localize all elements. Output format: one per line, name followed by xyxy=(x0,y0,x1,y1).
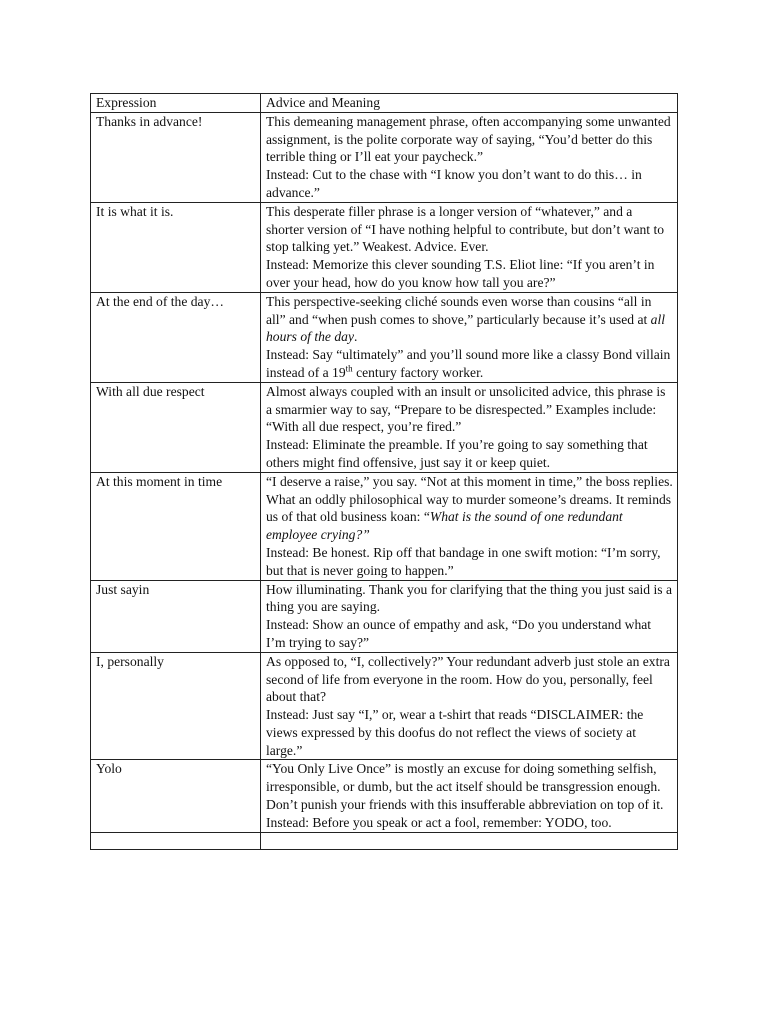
table-row xyxy=(91,580,678,652)
expression-cell: At this moment in time xyxy=(91,472,261,580)
expressions-table xyxy=(90,93,678,850)
expression-cell: Thanks in advance! xyxy=(91,112,261,202)
advice-cell xyxy=(261,202,678,292)
meaning-paragraph xyxy=(266,203,673,256)
instead-paragraph xyxy=(266,616,673,652)
text-run: Instead: Show an ounce of empathy and ask, “Do you understand what I’m trying to say?” xyxy=(266,617,652,650)
instead-paragraph xyxy=(266,256,673,292)
meaning-paragraph xyxy=(266,383,673,436)
table-body xyxy=(91,94,678,850)
table-row xyxy=(91,202,678,292)
advice-cell xyxy=(261,580,678,652)
table-row xyxy=(91,760,678,832)
advice-cell xyxy=(261,472,678,580)
instead-paragraph xyxy=(266,436,673,472)
expression-cell: At the end of the day… xyxy=(91,292,261,382)
expression-cell: I, personally xyxy=(91,652,261,760)
empty-expression-cell xyxy=(91,832,261,849)
table-row xyxy=(91,382,678,472)
table-row xyxy=(91,472,678,580)
table-row xyxy=(91,112,678,202)
text-run: Instead: Just say “I,” or, wear a t-shirt that reads “DISCLAIMER: the views expressed by this doofus do not reflect the views of society at large.” xyxy=(266,707,644,758)
meaning-paragraph xyxy=(266,760,673,813)
text-run: This desperate filler phrase is a longer version of “whatever,” and a shorter version of “I have nothing helpful to contribute, but don’t want to stop talking yet.” Weakest. Advice. Ever. xyxy=(266,203,665,255)
expression-cell: It is what it is. xyxy=(91,202,261,292)
empty-row xyxy=(91,832,678,849)
meaning-paragraph xyxy=(266,113,673,166)
text-run: Instead: Eliminate the preamble. If you’re going to say something that others might find offensive, just say it or keep quiet. xyxy=(266,437,648,470)
text-run: As opposed to, “I, collectively?” Your redundant adverb just stole an extra second of life from everyone in the room. How do you, personally, feel about that? xyxy=(266,653,670,705)
expression-cell: Just sayin xyxy=(91,580,261,652)
text-run: “You Only Live Once” is mostly an excuse for doing something selfish, irresponsible, or dumb, but the act itself should be transgression enough. Don’t punish your friends with this insufferable abbreviation on top of it. xyxy=(266,761,664,813)
text-run: Instead: Be honest. Rip off that bandage in one swift motion: “I’m sorry, but that is never going to happen.” xyxy=(266,544,661,578)
instead-paragraph xyxy=(266,166,673,202)
expression-cell: Yolo xyxy=(91,760,261,832)
italic-text: What is the sound of one redundant employee crying?” xyxy=(266,509,623,543)
header-expression: Expression xyxy=(91,94,261,113)
advice-cell xyxy=(261,112,678,202)
meaning-paragraph xyxy=(266,653,673,706)
table-row xyxy=(91,292,678,382)
text-run: “I deserve a raise,” you say. “Not at this moment in time,” the boss replies. What an oddly philosophical way to murder someone’s dreams. It reminds us of that old business koan: “ xyxy=(266,473,673,525)
text-run: . xyxy=(353,329,358,345)
text-run: Almost always coupled with an insult or unsolicited advice, this phrase is a smarmier way to say, “Prepare to be disrespected.” Examples include: “With all due respect, you’re fired.” xyxy=(266,383,666,435)
table-row xyxy=(91,652,678,760)
text-run: century factory worker. xyxy=(352,364,484,380)
empty-advice-cell xyxy=(261,832,678,849)
header-advice-and-meaning: Advice and Meaning xyxy=(261,94,678,113)
advice-cell xyxy=(261,382,678,472)
text-run: Instead: Cut to the chase with “I know you don’t want to do this… in advance.” xyxy=(266,167,642,200)
instead-paragraph xyxy=(266,706,673,759)
text-run: This perspective-seeking cliché sounds even worse than cousins “all in all” and “when push comes to shove,” particularly because it’s used at xyxy=(266,293,652,327)
advice-cell xyxy=(261,292,678,382)
text-run: Instead: Before you speak or act a fool, remember: YODO, too. xyxy=(266,814,612,830)
advice-cell xyxy=(261,760,678,832)
instead-paragraph xyxy=(266,814,673,832)
instead-paragraph xyxy=(266,346,673,382)
expression-cell: With all due respect xyxy=(91,382,261,472)
text-run: Instead: Memorize this clever sounding T.S. Eliot line: “If you aren’t in over your head, how do you know how tall you are?” xyxy=(266,257,655,290)
advice-cell xyxy=(261,652,678,760)
superscript-text: th xyxy=(345,363,353,374)
instead-paragraph xyxy=(266,544,673,580)
meaning-paragraph xyxy=(266,473,673,544)
text-run: This demeaning management phrase, often accompanying some unwanted assignment, is the polite corporate way of saying, “You’d better do this terrible thing or I’ll eat your paycheck.” xyxy=(266,113,671,165)
meaning-paragraph xyxy=(266,293,673,346)
meaning-paragraph xyxy=(266,581,673,617)
table-header-row xyxy=(91,94,678,113)
italic-text: all hours of the day xyxy=(266,311,666,345)
text-run: How illuminating. Thank you for clarifying that the thing you just said is a thing you are saying. xyxy=(266,581,672,615)
text-run: Instead: Say “ultimately” and you’ll sound more like a classy Bond villain instead of a 19 xyxy=(266,347,671,380)
